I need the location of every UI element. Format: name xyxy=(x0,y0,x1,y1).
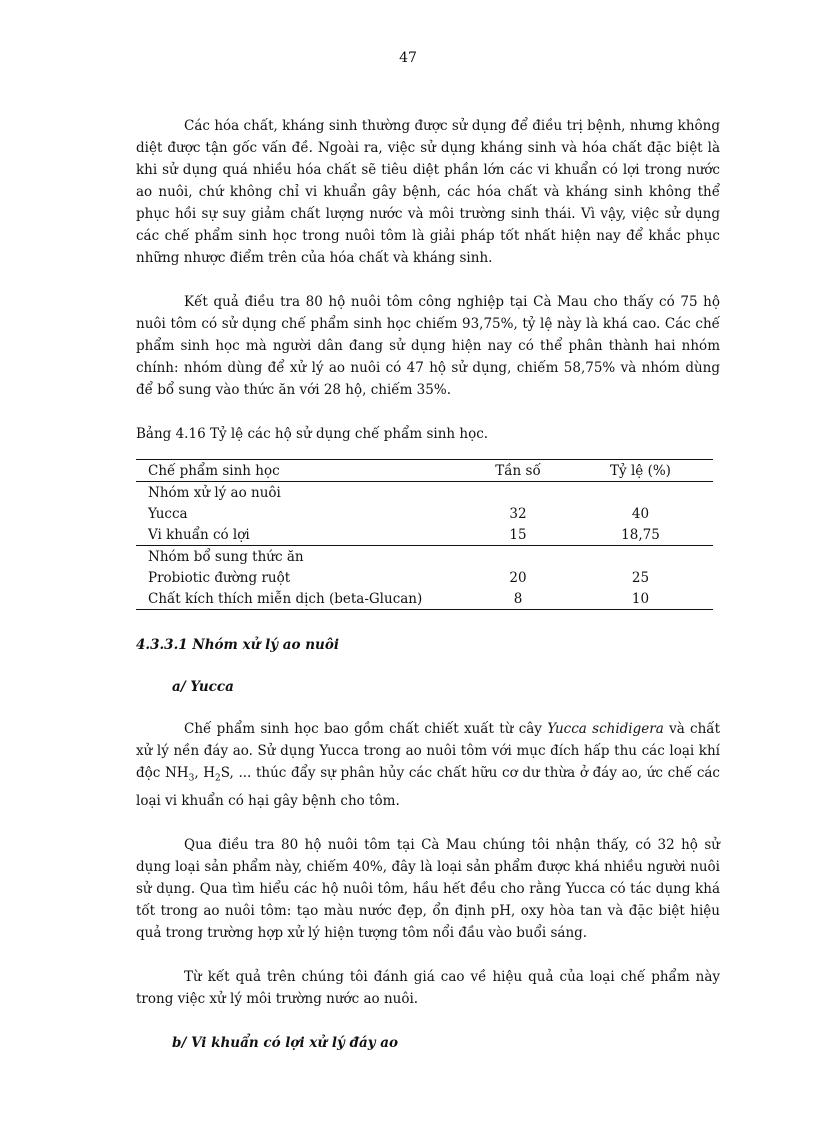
row-frequency: 32 xyxy=(509,505,527,522)
paragraph-yucca-description: Chế phẩm sinh học bao gồm chất chiết xuất từ cây Yucca schidigera và chất xử lý nền đáy ao. Sử dụng Yucca trong ao nuôi tôm với mục đích hấp thu các loại khí độc $NH_3$, $H_2S$, ... thúc đẩy sự phân hủy các chất hữu cơ dư thừa ở đáy ao, ức chế các loại vi khuẩn có hại gây bệnh cho tôm. xyxy=(136,721,721,809)
header-frequency: Tần số xyxy=(495,462,541,479)
table-header-row xyxy=(136,460,713,482)
paragraph-yucca-survey: Qua điều tra 80 hộ nuôi tôm tại Cà Mau chúng tôi nhận thấy, có 32 hộ sử dụng loại sản phẩm này, chiếm 40%, đây là loại sản phẩm được khá nhiều người nuôi sử dụng. Qua tìm hiểu các hộ nuôi tôm, hầu hết đều cho rằng Yucca có tác dụng khá tốt trong ao nuôi tôm: tạo màu nước đẹp, ổn định pH, oxy hòa tan và đặc biệt hiệu quả trong trường hợp xử lý hiện tượng tôm nổi đầu vào buổi sáng. xyxy=(136,836,720,941)
row-name: Chất kích thích miễn dịch (beta-Glucan) xyxy=(148,590,423,607)
table-row xyxy=(136,503,713,524)
row-percentage: 40 xyxy=(631,505,650,522)
header-percentage: Tỷ lệ (%) xyxy=(610,462,671,479)
subheading-yucca: a/ Yucca xyxy=(172,679,234,695)
paragraph-chemicals: Các hóa chất, kháng sinh thường được sử dụng để điều trị bệnh, nhưng không diệt được tận gốc vấn đề. Ngoài ra, việc sử dụng kháng sinh và hóa chất đặc biệt là khi sử dụng quá nhiều hóa chất sẽ tiêu diệt phần lớn các vi khuẩn có lợi trong nước ao nuôi, chứ không chỉ vi khuẩn gây bệnh, các hóa chất và kháng sinh không thể phục hồi sự suy giảm chất lượng nước và môi trường sinh thái. Vì vậy, việc sử dụng các chế phẩm sinh học trong nuôi tôm là giải pháp tốt nhất hiện nay để khắc phục những nhược điểm trên của hóa chất và kháng sinh. xyxy=(136,118,720,266)
row-name: Vi khuẩn có lợi xyxy=(148,526,250,543)
group-pond-treatment-label: Nhóm xử lý ao nuôi xyxy=(148,484,281,501)
table-group-row xyxy=(136,546,713,568)
subheading-beneficial-bacteria: b/ Vi khuẩn có lợi xử lý đáy ao xyxy=(172,1034,398,1051)
section-heading: 4.3.3.1 Nhóm xử lý ao nuôi xyxy=(136,637,339,653)
probiotic-usage-table xyxy=(136,459,713,610)
paragraph-yucca-evaluation: Từ kết quả trên chúng tôi đánh giá cao về hiệu quả của loại chế phẩm này trong việc xử lý môi trường nước ao nuôi. xyxy=(136,968,720,1007)
paragraph-survey-results: Kết quả điều tra 80 hộ nuôi tôm công nghiệp tại Cà Mau cho thấy có 75 hộ nuôi tôm có sử dụng chế phẩm sinh học chiếm 93,75%, tỷ lệ này là khá cao. Các chế phẩm sinh học mà người dân đang sử dụng hiện nay có thể phân thành hai nhóm chính: nhóm dùng để xử lý ao nuôi có 47 hộ sử dụng, chiếm 58,75% và nhóm dùng để bổ sung vào thức ăn với 28 hộ, chiếm 35%. xyxy=(136,294,720,398)
row-frequency: 15 xyxy=(509,526,527,543)
row-name: Yucca xyxy=(148,505,188,522)
table-row xyxy=(136,567,713,588)
group-feed-supplement-label: Nhóm bổ sung thức ăn xyxy=(148,548,304,565)
document-body xyxy=(136,115,720,1074)
table-row xyxy=(136,524,713,546)
page-number: 47 xyxy=(399,50,417,66)
header-product: Chế phẩm sinh học xyxy=(148,462,280,479)
table-group-row xyxy=(136,482,713,504)
table-caption: Bảng 4.16 Tỷ lệ các hộ sử dụng chế phẩm sinh học. xyxy=(136,426,489,442)
row-frequency: 8 xyxy=(513,590,523,607)
row-percentage: 25 xyxy=(631,569,650,586)
row-percentage: 10 xyxy=(631,590,650,607)
row-frequency: 20 xyxy=(509,569,527,586)
table-row xyxy=(136,588,713,610)
row-name: Probiotic đường ruột xyxy=(148,569,291,586)
row-percentage: 18,75 xyxy=(621,526,660,543)
